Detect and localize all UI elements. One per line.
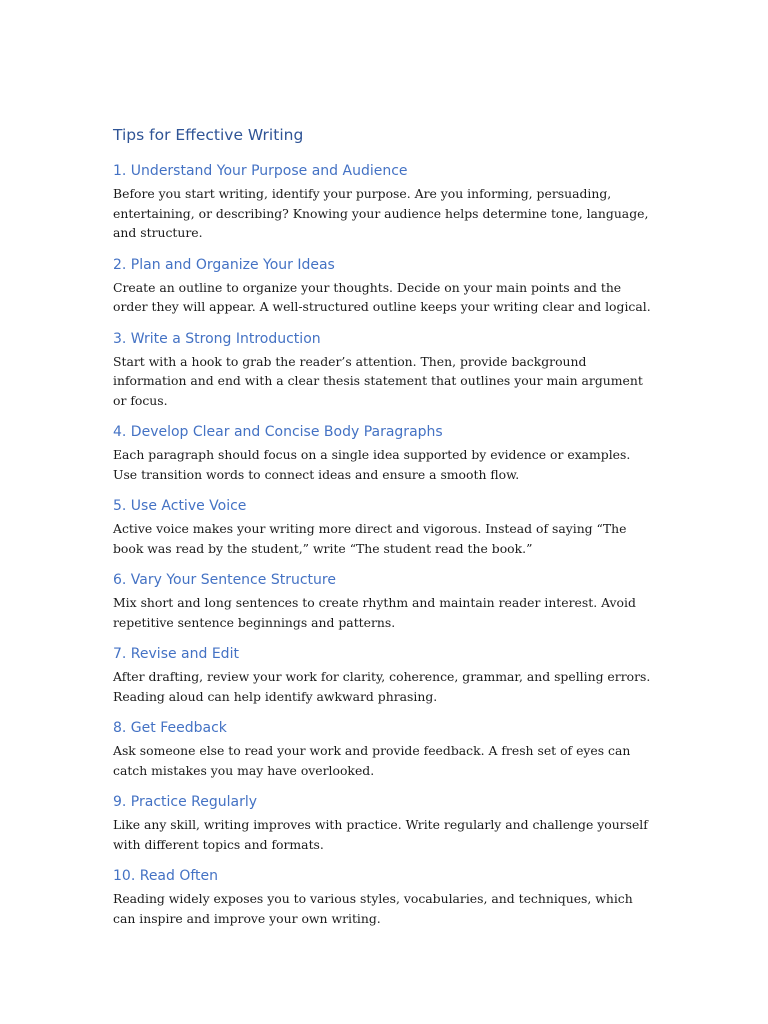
section-heading: 3. Write a Strong Introduction — [113, 330, 321, 347]
tip-section-5 — [113, 496, 658, 558]
tip-section-3 — [113, 329, 658, 411]
tip-section-10 — [113, 866, 658, 928]
section-heading: 1. Understand Your Purpose and Audience — [113, 163, 408, 179]
document-page — [113, 124, 658, 940]
section-body: Active voice makes your writing more direct and vigorous. Instead of saying “The book was read by the student,” write “The student read the book.” — [113, 521, 627, 556]
tip-section-8 — [113, 718, 658, 780]
tip-section-6 — [113, 570, 658, 632]
section-body: Each paragraph should focus on a single idea supported by evidence or examples. Use transition words to connect ideas and ensure a smooth flow. — [113, 447, 631, 482]
section-heading: 9. Practice Regularly — [113, 794, 258, 810]
tip-section-4 — [113, 422, 658, 484]
tip-section-9 — [113, 792, 658, 854]
tip-section-2 — [113, 255, 658, 317]
section-body: Mix short and long sentences to create rhythm and maintain reader interest. Avoid repetitive sentence beginnings and patterns. — [113, 595, 636, 630]
tip-section-1 — [113, 161, 658, 243]
section-body: After drafting, review your work for clarity, coherence, grammar, and spelling errors. Reading aloud can help identify awkward phrasing. — [113, 669, 651, 704]
tip-section-7 — [113, 644, 658, 706]
section-heading: 7. Revise and Edit — [113, 646, 239, 662]
section-body: Like any skill, writing improves with practice. Write regularly and challenge yourself with different topics and formats. — [113, 817, 648, 852]
section-body: Reading widely exposes you to various styles, vocabularies, and techniques, which can inspire and improve your own writing. — [113, 891, 633, 926]
section-body: Before you start writing, identify your purpose. Are you informing, persuading, entertaining, or describing? Knowing your audience helps determine tone, language, and structure. — [113, 186, 649, 240]
section-body: Start with a hook to grab the reader’s attention. Then, provide background information and end with a clear thesis statement that outlines your main argument or focus. — [113, 353, 643, 408]
document-title: Tips for Effective Writing — [113, 126, 304, 144]
section-body: Ask someone else to read your work and provide feedback. A fresh set of eyes can catch mistakes you may have overlooked. — [113, 743, 631, 778]
section-heading: 4. Develop Clear and Concise Body Paragraphs — [113, 424, 443, 440]
section-body: Create an outline to organize your thoughts. Decide on your main points and the order they will appear. A well-structured outline keeps your writing clear and logical. — [113, 279, 651, 314]
section-heading: 6. Vary Your Sentence Structure — [113, 572, 336, 588]
section-heading: 8. Get Feedback — [113, 720, 227, 736]
section-heading: 2. Plan and Organize Your Ideas — [113, 256, 335, 273]
section-heading: 5. Use Active Voice — [113, 498, 247, 514]
section-heading: 10. Read Often — [113, 868, 219, 884]
